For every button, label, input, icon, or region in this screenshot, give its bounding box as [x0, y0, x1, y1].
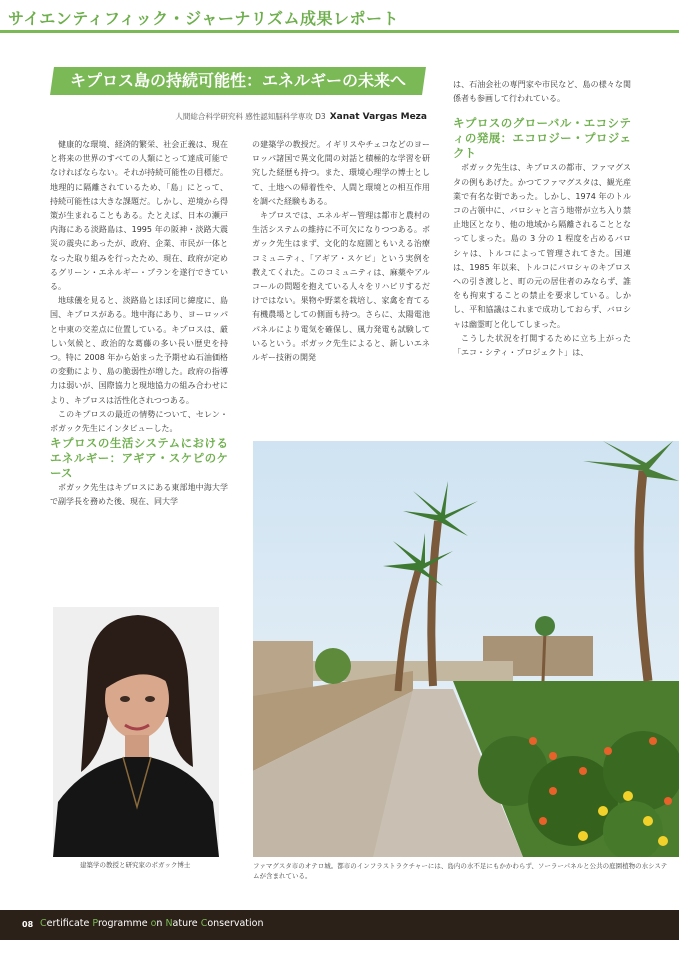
footer-word: Conservation — [200, 918, 264, 929]
paragraph: ボガック先生は、キプロスの都市、ファマグスタの例もあげた。かつてファマグスタは、観光産業で有名な街であった。しかし、1974 年のトルコの占領中に、バロシャと言う地帯が立ち入り禁止地区となり、他の地域から隔離されることとなってしまった。島の 3 分の 1 程度を占めるバロシャは、トルコによって管理されてきた。国連は、1985 年以来、トルコにバロシャのキプロスへの引き渡しと、町の元の居住者のみならず、誰をも拘束することの禁止を要求している。しかし、平和協議はこれまで成功しておらず、バロシャは幽霊町と化してしまった。 — [453, 163, 631, 329]
paragraph: の建築学の教授だ。イギリスやチェコなどのヨーロッパ諸国で異文化間の対話と積極的な学習を研究した経歴も持つ。また、環境心理学の博士として、土地への帰着性や、人間と環境との相互作用を調べた経験もある。 — [252, 140, 430, 206]
footer-word: Programme — [92, 918, 151, 929]
text-column-2 — [252, 138, 430, 365]
text-column-1 — [50, 138, 228, 510]
subheading: キプロスのグローバル・エコシティの発展：エコロジー・プロジェクト — [453, 116, 631, 161]
paragraph: 地球儀を見ると、淡路島とほぼ同じ緯度に、島国、キプロスがある。地中海にあり、ヨーロッパと中東の交差点に位置している。キプロスは、厳しい気候と、政治的な葛藤の多い長い歴史を持つ。特に 2008 年から始まった予期せぬ石油価格の変動により、島の脆弱性が増した。政府の指導力は弱いが、国際協力と現地協力の組み合わせにより、キプロスは活性化されつつある。 — [50, 296, 228, 405]
footer-word-rest: n — [156, 918, 166, 929]
portrait-illustration — [53, 607, 219, 857]
page-number: 08 — [22, 920, 34, 929]
castle-garden-photo — [253, 441, 679, 857]
byline — [171, 111, 427, 122]
portrait-photo — [53, 607, 219, 857]
footer-word: Nature — [165, 918, 201, 929]
article-title-banner — [50, 67, 426, 95]
portrait-caption: 建築学の教授と研究家のボガック博士 — [80, 861, 191, 869]
header-divider — [0, 30, 679, 33]
section-header-title: サイエンティフィック・ジャーナリズム成果レポート — [8, 9, 400, 28]
main-photo-caption: ファマグスタ市のオテロ城。都市のインフラストラクチャーには、島内の水不足にもかかわらず、ソーラーパネルと公共の庭園植物の水システムが含まれている。 — [253, 862, 668, 880]
byline-affiliation: 人間総合科学研究科 感性認知脳科学専攻 D3 — [175, 112, 326, 121]
byline-author: Xanat Vargas Meza — [329, 112, 427, 122]
footer-word: Certificate — [40, 918, 93, 929]
castle-garden-illustration — [253, 441, 679, 857]
paragraph: このキプロスの最近の情勢について、セレン・ボガック先生にインタビューした。 — [50, 409, 228, 434]
paragraph: キプロスでは、エネルギー管理は都市と農村の生活システムの維持に不可欠になりつつある。ボガック先生はまず、文化的な庭園ともいえる治療コミュニティ、「アギア・スケピ」という実例を教えてくれた。このコミュニティは、麻薬やアルコールの問題を抱えている人々をリハビリするだけではない。果物や野菜を栽培し、家禽を育てる有機農場としての側面も持つ。さらに、太陽電池パネルにより電気を確保し、風力発電も試験しているという。ボガック先生によると、新しいエネルギー技術の開発 — [252, 211, 430, 363]
article-title: キプロス島の持続可能性：エネルギーの未来へ — [69, 71, 406, 90]
paragraph: ボガック先生はキプロスにある東部地中海大学で副学長を務めた後、現在、同大学 — [50, 483, 228, 507]
footer-word-rest: ature — [172, 918, 201, 929]
footer-word-rest: ertificate — [46, 918, 93, 929]
footer-programme-name — [40, 918, 264, 929]
footer-word-rest: onservation — [207, 918, 264, 929]
subheading: キプロスの生活システムにおけるエネルギー：アギア・スケピのケース — [50, 436, 228, 481]
footer-word-rest: rogramme — [97, 918, 151, 929]
text-column-3 — [453, 78, 631, 360]
paragraph: 健康的な環境、経済的繁栄、社会正義は、現在と将来の世界のすべての人類にとって達成可能でなければならない。それが持続可能性の目標だ。地理的に隔離されているため、「島」にとって、持続可能性は大きな課題だ。しかし、逆境から得策が生まれることもある。たとえば、日本の瀬戸内海にある淡路島は、1995 年の阪神・淡路大震災の震央にあったが、政府、企業、市民が一体となった取り組みを行ったため、現在、政府が定めるグリーン・エネルギー・プランを遂行できている。 — [50, 140, 228, 292]
paragraph: こうした状況を打開するために立ち上がった「エコ・シティ・プロジェクト」は、 — [453, 333, 631, 358]
paragraph: は、石油会社の専門家や市民など、島の様々な関係者も参画して行われている。 — [453, 80, 631, 104]
footer-word: on — [150, 918, 166, 929]
